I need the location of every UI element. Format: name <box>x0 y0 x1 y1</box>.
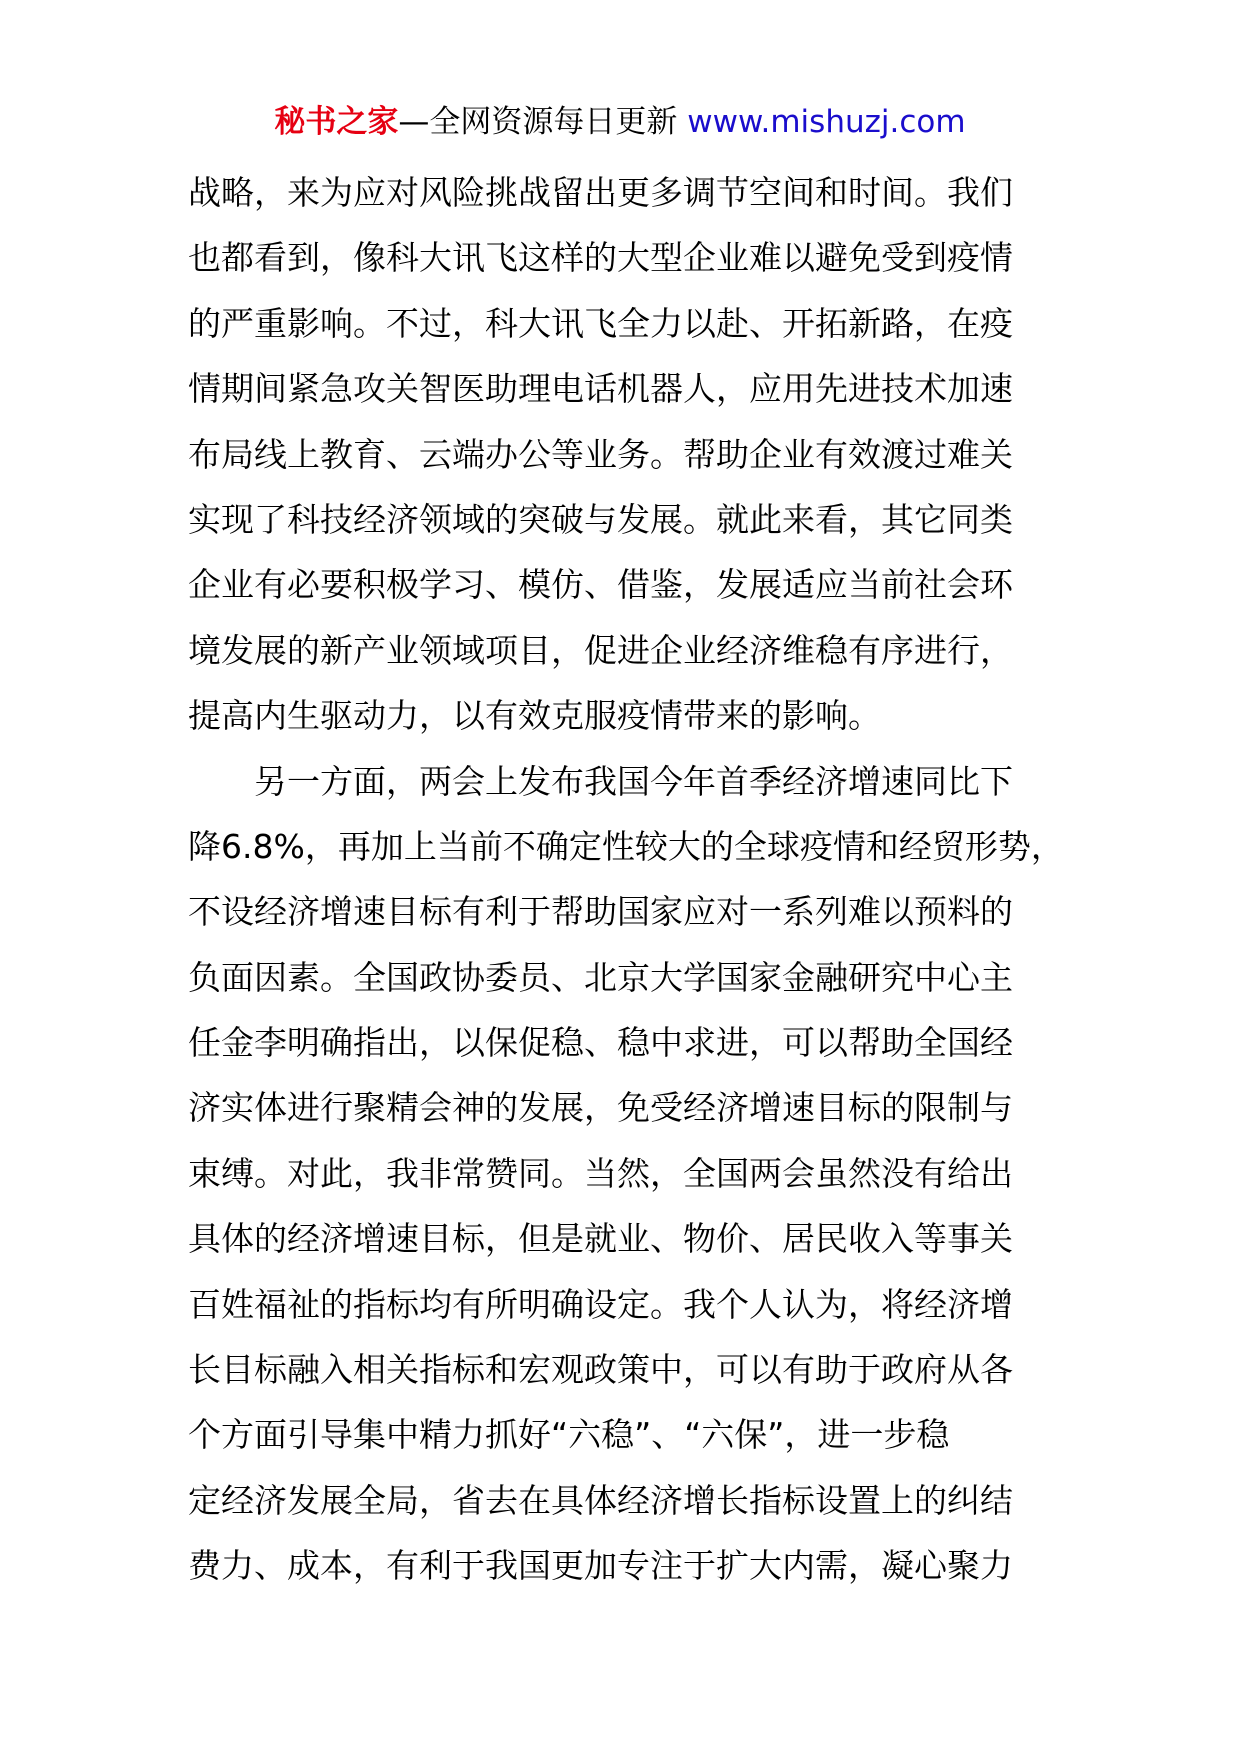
text-line: 情期间紧急攻关智医助理电话机器人，应用先进技术加速 <box>188 369 1013 409</box>
text-line: 具体的经济增速目标，但是就业、物价、居民收入等事关 <box>188 1219 1013 1259</box>
text-line: 境发展的新产业领域项目，促进企业经济维稳有序进行， <box>188 630 1013 670</box>
text-line: 提高内生驱动力，以有效克服疫情带来的影响。 <box>188 696 881 736</box>
text-line: 任金李明确指出，以保促稳、稳中求进，可以帮助全国经 <box>188 1023 1013 1063</box>
text-line: 费力、成本，有利于我国更加专注于扩大内需，凝心聚力 <box>188 1546 1013 1586</box>
document-body <box>188 160 1068 1599</box>
site-url-link[interactable]: www.mishuzj.com <box>687 104 966 140</box>
text-line: 企业有必要积极学习、模仿、借鉴，发展适应当前社会环 <box>188 565 1013 605</box>
text-line: 济实体进行聚精会神的发展，免受经济增速目标的限制与 <box>188 1088 1013 1128</box>
text-line: 定经济发展全局，省去在具体经济增长指标设置上的纠结 <box>188 1480 1013 1520</box>
text-line: 的严重影响。不过，科大讯飞全力以赴、开拓新路，在疫 <box>188 303 1013 343</box>
paragraph-start-line: 另一方面，两会上发布我国今年首季经济增速同比下 <box>254 761 1013 801</box>
text-line: 降6.8%，再加上当前不确定性较大的全球疫情和经贸形势， <box>188 826 1064 866</box>
text-line: 束缚。对此，我非常赞同。当然，全国两会虽然没有给出 <box>188 1153 1013 1193</box>
page-header <box>0 100 1240 144</box>
text-line: 长目标融入相关指标和宏观政策中，可以有助于政府从各 <box>188 1350 1013 1390</box>
site-tagline: —全网资源每日更新 <box>398 104 688 140</box>
text-line: 布局线上教育、云端办公等业务。帮助企业有效渡过难关 <box>188 434 1013 474</box>
text-line: 战略，来为应对风险挑战留出更多调节空间和时间。我们 <box>188 173 1013 212</box>
text-line: 个方面引导集中精力抓好“六稳”、“六保”，进一步稳 <box>188 1415 950 1455</box>
text-line: 负面因素。全国政协委员、北京大学国家金融研究中心主 <box>188 957 1013 997</box>
site-brand: 秘书之家 <box>274 104 399 140</box>
text-line: 也都看到，像科大讯飞这样的大型企业难以避免受到疫情 <box>188 238 1013 278</box>
text-line: 百姓福祉的指标均有所明确设定。我个人认为，将经济增 <box>188 1284 1013 1324</box>
text-line: 实现了科技经济领域的突破与发展。就此来看，其它同类 <box>188 499 1013 539</box>
text-line: 不设经济增速目标有利于帮助国家应对一系列难以预料的 <box>188 892 1013 932</box>
